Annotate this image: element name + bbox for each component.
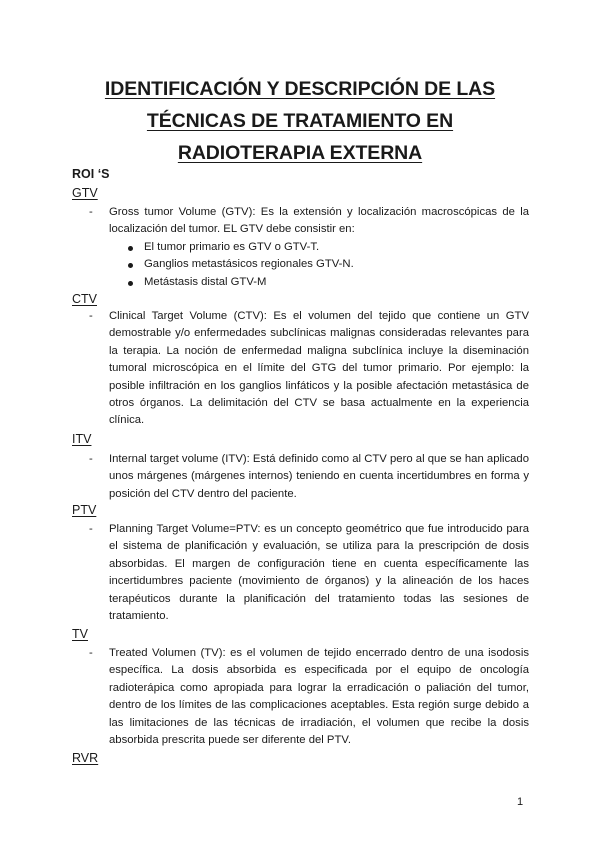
section-heading-ptv: PTV xyxy=(72,503,97,517)
section-entry-ptv xyxy=(89,521,529,625)
document-title xyxy=(72,73,528,169)
dash-marker: - xyxy=(89,647,93,659)
section-text-gtv: Gross tumor Volume (GTV): Es la extensión y localización macroscópicas de la localización del tumor. EL GTV debe consistir en: xyxy=(109,206,529,236)
title-line: RADIOTERAPIA EXTERNA xyxy=(177,142,423,164)
section-entry-ctv xyxy=(89,308,529,430)
section-heading-rvr: RVR xyxy=(72,751,99,765)
bullet-dot-icon xyxy=(128,263,133,268)
title-line: IDENTIFICACIÓN Y DESCRIPCIÓN DE LAS xyxy=(104,78,496,100)
section-text-itv: Internal target volume (ITV): Está definido como al CTV pero al que se han aplicado unos márgenes (márgenes internos) teniendo en cuenta incertidumbres en forma y posición del CTV dentro del paciente. xyxy=(109,453,529,500)
list-item: Ganglios metastásicos regionales GTV-N. xyxy=(109,256,529,273)
section-text-ptv: Planning Target Volume=PTV: es un concepto geométrico que fue introducido para el sistema de planificación y evaluación, se utiliza para la prescripción de dosis absorbidas. El margen de configuración tiene en cuenta específicamente las incertidumbres paciente (movimiento de órganos) y la alineación de los haces terapéuticos durante la planificación del tratamiento todas las sesiones de tratamiento. xyxy=(109,523,529,623)
page-number: 1 xyxy=(517,796,524,808)
bullet-dot-icon xyxy=(128,281,133,286)
section-text-ctv: Clinical Target Volume (CTV): Es el volumen del tejido que contiene un GTV demostrable y/o enfermedades subclínicas malignas consideradas relevantes para la terapia. La noción de enfermedad maligna subclínica incluye la diseminación tumoral microscópica en el límite del GTG del tumor primario. Por ejemplo: la posible infiltración en los ganglios linfáticos y la posible afectación metastásica de otros órganos. La delimitación del CTV se basa actualmente en la experiencia clínica. xyxy=(109,310,529,427)
section-text-tv: Treated Volumen (TV): es el volumen de tejido encerrado dentro de una isodosis específica. La dosis absorbida es especificada por el equipo de oncología radioterápica como apropiada para lograr la erradicación o paliación del tumor, dentro de los límites de las complicaciones aceptables. Esta región surge debido a las limitaciones de las técnicas de irradiación, el volumen que recibe la dosis absorbida prescrita puede ser diferente del PTV. xyxy=(109,647,529,747)
section-heading-itv: ITV xyxy=(72,432,92,446)
dash-marker: - xyxy=(89,453,93,465)
section-entry-tv xyxy=(89,645,529,749)
list-item: El tumor primario es GTV o GTV-T. xyxy=(109,239,529,256)
section-heading-gtv: GTV xyxy=(72,186,98,200)
section-heading-tv: TV xyxy=(72,627,88,641)
gtv-bullet-list xyxy=(109,239,529,291)
dash-marker: - xyxy=(89,523,93,535)
section-entry-gtv xyxy=(89,204,529,291)
dash-marker: - xyxy=(89,206,93,218)
list-item: Metástasis distal GTV-M xyxy=(109,274,529,291)
section-heading-ctv: CTV xyxy=(72,292,97,306)
dash-marker: - xyxy=(89,310,93,322)
rois-heading: ROI ‘S xyxy=(72,167,110,181)
bullet-dot-icon xyxy=(128,246,133,251)
title-line: TÉCNICAS DE TRATAMIENTO EN xyxy=(146,110,454,132)
section-entry-itv xyxy=(89,451,529,503)
